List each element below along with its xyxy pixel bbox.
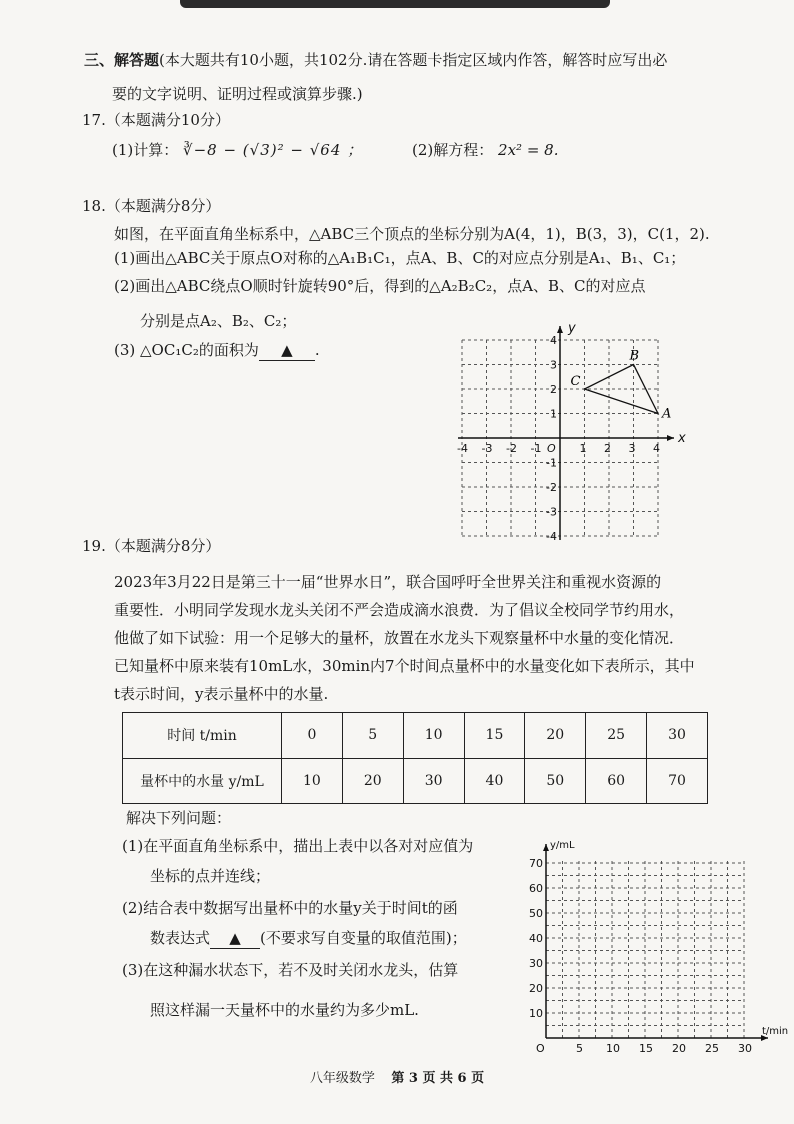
y-axis-label: y	[568, 321, 576, 336]
table-cell: 10	[403, 713, 464, 759]
q17-part1-expression: ∛−8 − (√3)² − √64 ；	[183, 141, 364, 159]
y-tick-label: 2	[550, 383, 557, 396]
q19-line2: 重要性．小明同学发现水龙头关闭不严会造成滴水浪费．为了倡议全校同学节约用水，	[114, 601, 685, 619]
q17-part1-label: (1)计算：	[112, 141, 179, 159]
q18-intro: 如图，在平面直角坐标系中，△ABC三个顶点的坐标分别为A(4，1)，B(3，3)，C(1，2).	[114, 225, 710, 243]
x-tick-label: 20	[672, 1042, 686, 1055]
x-tick-label: 25	[705, 1042, 719, 1055]
x-axis-label: x	[678, 431, 686, 446]
q19-heading: 19.（本题满分8分）	[82, 537, 221, 555]
q18-heading: 18.（本题满分8分）	[82, 197, 221, 215]
q19-part2-text: 数表达式	[150, 929, 211, 947]
y-tick-label: 60	[529, 882, 543, 895]
origin-label: O	[536, 1042, 545, 1055]
section-header	[84, 50, 667, 70]
q19-part2-line2	[150, 928, 467, 949]
x-tick-label: 4	[653, 442, 660, 455]
y-tick-label: 40	[529, 932, 543, 945]
q19-part1-line1: (1)在平面直角坐标系中，描出上表中以各对对应值为	[122, 837, 474, 855]
q18-part3-end: .	[314, 341, 320, 359]
table-cell: 60	[586, 758, 647, 804]
table-cell: 15	[464, 713, 525, 759]
y-tick-label: 50	[529, 907, 543, 920]
y-tick-label: -4	[546, 530, 557, 543]
table-cell: 10	[282, 758, 343, 804]
table-cell: 0	[282, 713, 343, 759]
table-cell: 70	[647, 758, 708, 804]
y-tick-label: 3	[550, 358, 557, 372]
q19-part3-line1: (3)在这种漏水状态下，若不及时关闭水龙头，估算	[122, 961, 459, 979]
q19-part2-note: (不要求写自变量的取值范围)；	[260, 929, 467, 947]
q19-line4: 已知量杯中原来装有10mL水，30min内7个时间点量杯中的水量变化如下表所示，其中	[114, 657, 695, 675]
q19-line1: 2023年3月22日是第三十一届“世界水日”，联合国呼吁全世界关注和重视水资源的	[114, 573, 662, 591]
x-tick-label: -3	[481, 442, 493, 455]
y-tick-label: -3	[546, 505, 557, 519]
section-instructions-line2: 要的文字说明、证明过程或演算步骤.)	[112, 85, 363, 103]
q19-part3-line2: 照这样漏一天量杯中的水量约为多少mL.	[150, 1001, 419, 1019]
x-tick-label: 2	[604, 442, 611, 455]
x-tick-label: 3	[628, 442, 636, 455]
q18-part1: (1)画出△ABC关于原点O对称的△A₁B₁C₁，点A、B、C的对应点分别是A₁、B₁、C₁；	[114, 249, 686, 267]
q19-answer-blank: ▲	[210, 928, 260, 949]
x-tick-label: 10	[606, 1042, 620, 1055]
table-cell: 40	[464, 758, 525, 804]
y-tick-label: 30	[529, 957, 543, 970]
table-cell: 5	[342, 713, 403, 759]
table-header-time: 时间 t/min	[123, 713, 282, 759]
q17-part2-expression: 2x² = 8.	[498, 141, 559, 159]
q19-coordinate-grid	[522, 824, 789, 1055]
y-tick-label: 20	[529, 982, 543, 995]
y-tick-label: -1	[546, 456, 557, 470]
footer-page-number: 第 3 页 共 6 页	[391, 1071, 485, 1086]
x-tick-label: -1	[530, 442, 542, 455]
y-tick-label: 4	[550, 334, 557, 347]
footer-subject: 八年级数学	[309, 1071, 375, 1086]
table-cell: 20	[342, 758, 403, 804]
q17-part1	[112, 140, 363, 160]
x-tick-label: -4	[457, 442, 468, 455]
table-row	[123, 713, 708, 759]
table-header-volume: 量杯中的水量 y/mL	[123, 758, 282, 804]
q19-line5: t表示时间，y表示量杯中的水量.	[114, 685, 329, 703]
point-label-b: B	[629, 348, 640, 364]
q18-part3	[114, 340, 320, 361]
table-row	[123, 758, 708, 804]
x-tick-label: 1	[579, 442, 587, 455]
q19-solve-prompt: 解决下列问题：	[126, 809, 232, 827]
q18-coordinate-grid	[452, 318, 692, 546]
y-tick-label: 70	[529, 857, 543, 870]
x-tick-label: 30	[738, 1042, 752, 1055]
q19-data-table	[122, 712, 708, 804]
q19-line3: 他做了如下试验：用一个足够大的量杯，放置在水龙头下观察量杯中水量的变化情况．	[114, 629, 685, 647]
table-cell: 30	[403, 758, 464, 804]
section-title: 三、解答题	[84, 51, 160, 69]
section-instructions: (本大题共有10小题，共102分.请在答题卡指定区域内作答，解答时应写出必	[159, 51, 668, 69]
y-axis-label: y/mL	[550, 840, 575, 851]
x-tick-label: -2	[506, 442, 517, 455]
y-tick-label: -2	[546, 481, 557, 494]
q19-part2-line1: (2)结合表中数据写出量杯中的水量y关于时间t的函	[122, 899, 458, 917]
page-footer	[0, 1067, 794, 1086]
q18-part2-line2: 分别是点A₂、B₂、C₂；	[140, 312, 297, 330]
table-cell: 50	[525, 758, 586, 804]
q17-heading: 17.（本题满分10分）	[82, 111, 230, 129]
q18-part3-text: (3) △OC₁C₂的面积为	[114, 341, 259, 359]
y-tick-label: 1	[550, 407, 557, 421]
x-tick-label: 5	[576, 1042, 583, 1055]
table-cell: 25	[586, 713, 647, 759]
x-axis-label: t/min	[762, 1026, 789, 1037]
y-axis-arrow	[557, 326, 563, 333]
q17-part2	[412, 140, 558, 160]
q19-part1-line2: 坐标的点并连线；	[150, 867, 271, 885]
table-cell: 30	[647, 713, 708, 759]
point-label-a: A	[662, 406, 672, 422]
y-tick-label: 10	[529, 1007, 543, 1020]
q18-part2-line1: (2)画出△ABC绕点O顺时针旋转90°后，得到的△A₂B₂C₂，点A、B、C的对应点	[114, 277, 646, 295]
y-axis-arrow	[543, 844, 549, 851]
table-cell: 20	[525, 713, 586, 759]
x-tick-label: 15	[639, 1042, 653, 1055]
x-axis-arrow	[667, 435, 674, 441]
q18-answer-blank: ▲	[259, 340, 315, 361]
q17-part2-label: (2)解方程：	[412, 141, 494, 159]
scan-edge-shadow	[180, 0, 610, 8]
point-label-c: C	[570, 374, 581, 389]
origin-label: O	[547, 442, 556, 455]
